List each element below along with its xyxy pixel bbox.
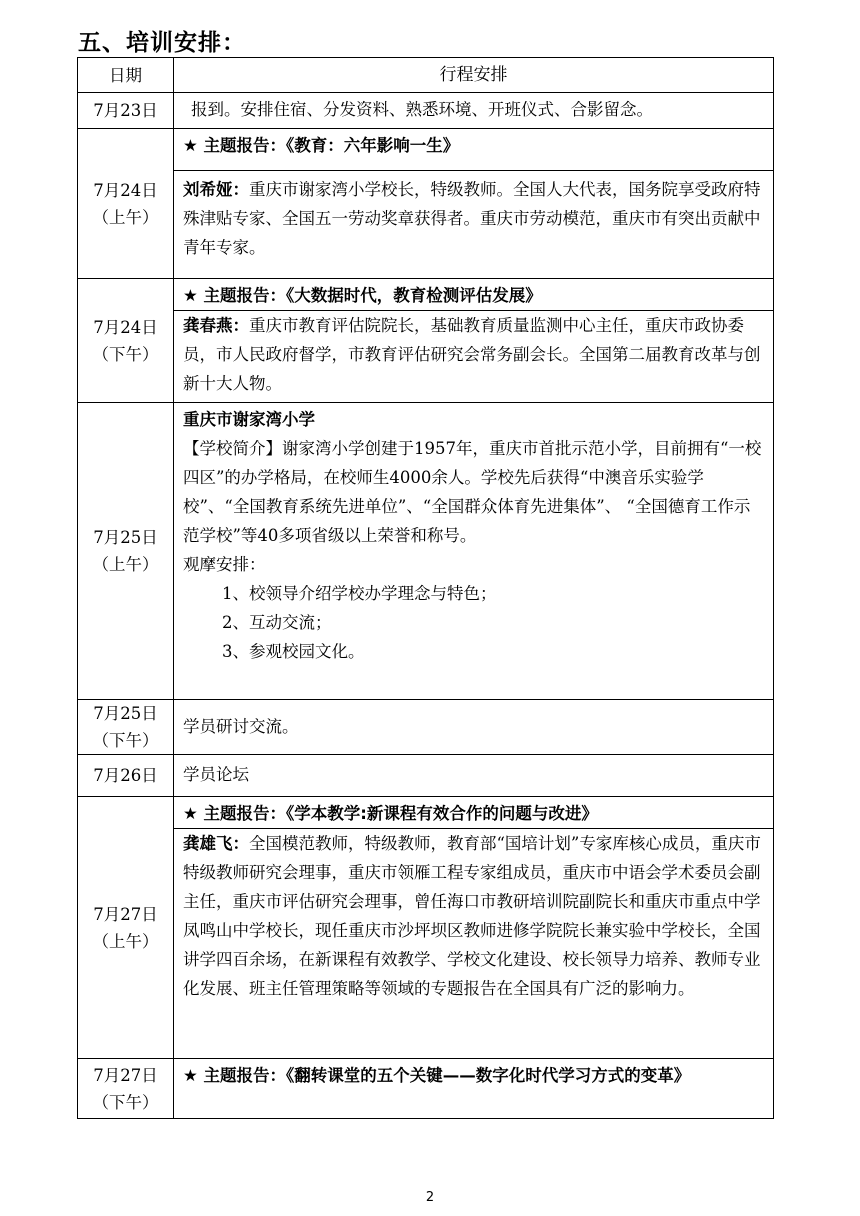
table-row (78, 279, 774, 311)
row-content: 报到。安排住宿、分发资料、熟悉环境、开班仪式、合影留念。 (174, 93, 774, 129)
table-row (78, 129, 774, 171)
row-date: 7月24日 （上午） (78, 129, 174, 279)
header-date: 日期 (78, 58, 174, 93)
row-date: 7月23日 (78, 93, 174, 129)
speaker-bio: 龚春燕：重庆市教育评估院院长，基础教育质量监测中心主任，重庆市政协委员，市人民政府督学，市教育评估研究会常务副会长。全国第二届教育改革与创新十大人物。 (174, 311, 774, 403)
row-date: 7月25日 （上午） (78, 403, 174, 700)
table-row (78, 403, 774, 700)
table-row (78, 311, 774, 403)
topic-title: ★ 主题报告：《翻转课堂的五个关键——数字化时代学习方式的变革》 (174, 1059, 774, 1119)
row-date: 7月24日 （下午） (78, 279, 174, 403)
speaker-name: 龚雄飞： (183, 834, 249, 853)
school-name: 重庆市谢家湾小学 (183, 410, 315, 429)
visit-item: 3、参观校园文化。 (222, 642, 365, 661)
table-row (78, 797, 774, 829)
section-heading: 五、培训安排： (78, 30, 246, 56)
table-row (78, 829, 774, 1059)
topic-title: ★ 主题报告：《大数据时代，教育检测评估发展》 (174, 279, 774, 311)
speaker-bio: 刘希娅：重庆市谢家湾小学校长，特级教师。全国人大代表，国务院享受政府特殊津贴专家、全国五一劳动奖章获得者。重庆市劳动模范，重庆市有突出贡献中青年专家。 (174, 171, 774, 279)
speaker-name: 刘希娅： (183, 180, 249, 199)
row-content: 学员研讨交流。 (174, 700, 774, 755)
table-row (78, 171, 774, 279)
topic-title: ★ 主题报告：《学本教学:新课程有效合作的问题与改进》 (174, 797, 774, 829)
visit-item: 2、互动交流； (222, 613, 332, 632)
topic-title: ★ 主题报告：《教育：六年影响一生》 (174, 129, 774, 171)
row-date: 7月25日 （下午） (78, 700, 174, 755)
school-visit (174, 403, 774, 700)
page-number: 2 (425, 1190, 435, 1205)
row-date: 7月27日 （上午） (78, 797, 174, 1059)
visit-label: 观摩安排： (183, 555, 266, 574)
table-row (78, 93, 774, 129)
table-row (78, 1059, 774, 1119)
table-row (78, 700, 774, 755)
visit-item: 1、校领导介绍学校办学理念与特色； (222, 584, 497, 603)
row-date: 7月26日 (78, 755, 174, 797)
table-row (78, 755, 774, 797)
speaker-name: 龚春燕： (183, 316, 249, 335)
header-schedule: 行程安排 (174, 58, 774, 93)
schedule-table (77, 57, 774, 1119)
row-content: 学员论坛 (174, 755, 774, 797)
speaker-bio: 龚雄飞：全国模范教师，特级教师，教育部“国培计划”专家库核心成员，重庆市特级教师研究会理事，重庆市领雁工程专家组成员，重庆市中语会学术委员会副主任，重庆市评估研究会理事，曾任海口市教研培训院副院长和重庆市重点中学凤鸣山中学校长，现任重庆市沙坪坝区教师进修学院院长兼实验中学校长，全国讲学四百余场，在新课程有效教学、学校文化建设、校长领导力培养、教师专业化发展、班主任管理策略等领域的专题报告在全国具有广泛的影响力。 (174, 829, 774, 1059)
row-date: 7月27日 （下午） (78, 1059, 174, 1119)
table-header-row (78, 58, 774, 93)
school-intro: 【学校简介】谢家湾小学创建于1957年，重庆市首批示范小学，目前拥有“一校四区”的办学格局，在校师生4000余人。学校先后获得“中澳音乐实验学校”、“全国教育系统先进单位”、“全国群众体育先进集体”、 “全国德育工作示范学校”等40多项省级以上荣誉和称号。 (183, 439, 762, 545)
